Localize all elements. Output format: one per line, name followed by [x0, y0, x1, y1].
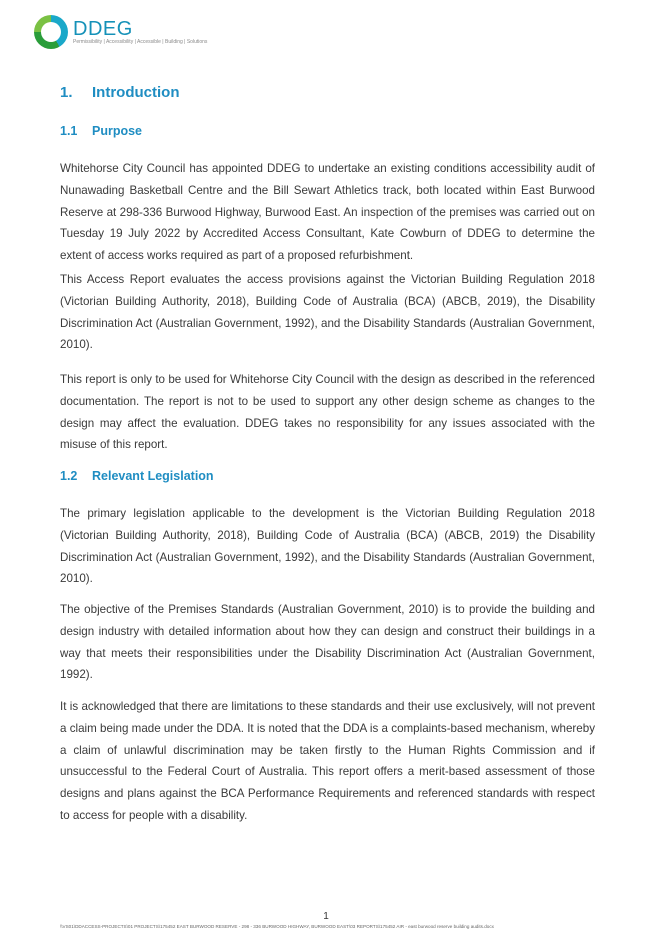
paragraph: It is acknowledged that there are limitations to these standards and their use exclusively, will not prevent a claim being made under the DDA. It is noted that the DDA is a complaints-based mechanism, whereby a claim of unlawful discrimination may be taken firstly to the Human Rights Commission and if unsuccessful to the Federal Court of Australia. This report offers a merit-based assessment of those designs and plans against the BCA Performance Requirements and referenced standards with respect to access for people with a disability. [60, 700, 595, 822]
company-logo [34, 14, 207, 50]
logo-name: DDEG [73, 17, 133, 40]
subsection-number: 1.1 [60, 124, 78, 138]
paragraph: The objective of the Premises Standards (Australian Government, 2010) is to provide the building and design industry with detailed information about how they can design and construct their buildings in a way that meets their responsibilities under the Disability Discrimination Act (Australian Government, 1992). [60, 603, 595, 682]
section-title: Introduction [92, 84, 180, 101]
paragraph: This Access Report evaluates the access provisions against the Victorian Building Regulation 2018 (Victorian Building Authority, 2018), Building Code of Australia (BCA) (ABCB, 2019), the Disability Discrimination Act (Australian Government, 1992), and the Disability Standards (Australian Government, 2010). [60, 273, 595, 352]
section-number: 1. [60, 84, 73, 101]
paragraph: The primary legislation applicable to the development is the Victorian Building Regulation 2018 (Victorian Building Authority, 2018), Building Code of Australia (BCA) (ABCB, 2019) the Disability Discrimination Act (Australian Government, 1992), and the Disability Standards (Australian Government, 2010). [60, 507, 595, 586]
paragraph: This report is only to be used for Whitehorse City Council with the design as described in the referenced documentation. The report is not to be used to support any other design scheme as changes to the design may affect the evaluation. DDEG takes no responsibility for any issues associated with the misuse of this report. [60, 373, 595, 452]
subsection-number: 1.2 [60, 469, 78, 483]
subsection-title: Purpose [92, 124, 143, 138]
logo-text [73, 19, 207, 46]
section-heading [60, 84, 179, 101]
page-number: 1 [323, 911, 329, 922]
logo-tagline: Permissibility | Accessibility | Accessible | Building | Solutions [73, 38, 208, 45]
subsection-heading-purpose [60, 124, 142, 138]
logo-ring-icon [34, 15, 68, 49]
paragraph: Whitehorse City Council has appointed DDEG to undertake an existing conditions accessibility audit of Nunawading Basketball Centre and the Bill Sewart Athletics track, both located within East Burwood Reserve at 298-336 Burwood Highway, Burwood East. An inspection of the premises was carried out on Tuesday 19 July 2022 by Accredited Access Consultant, Kate Cowburn of DDEG to determine the extent of access works required as part of a proposed refurbishment. [60, 162, 595, 263]
subsection-heading-legislation [60, 469, 214, 483]
subsection-title: Relevant Legislation [92, 469, 214, 483]
footer-file-path: \\VS01\DDACCESS-PROJECTS\01 PROJECTS\175452 EAST BURWOOD RESERVE - 298 - 336 BURWOOD HIGHWAY, BURWOOD EAST\03 REPORTS\175452 AIR - east burwood reserve building audits.docx [60, 924, 494, 929]
